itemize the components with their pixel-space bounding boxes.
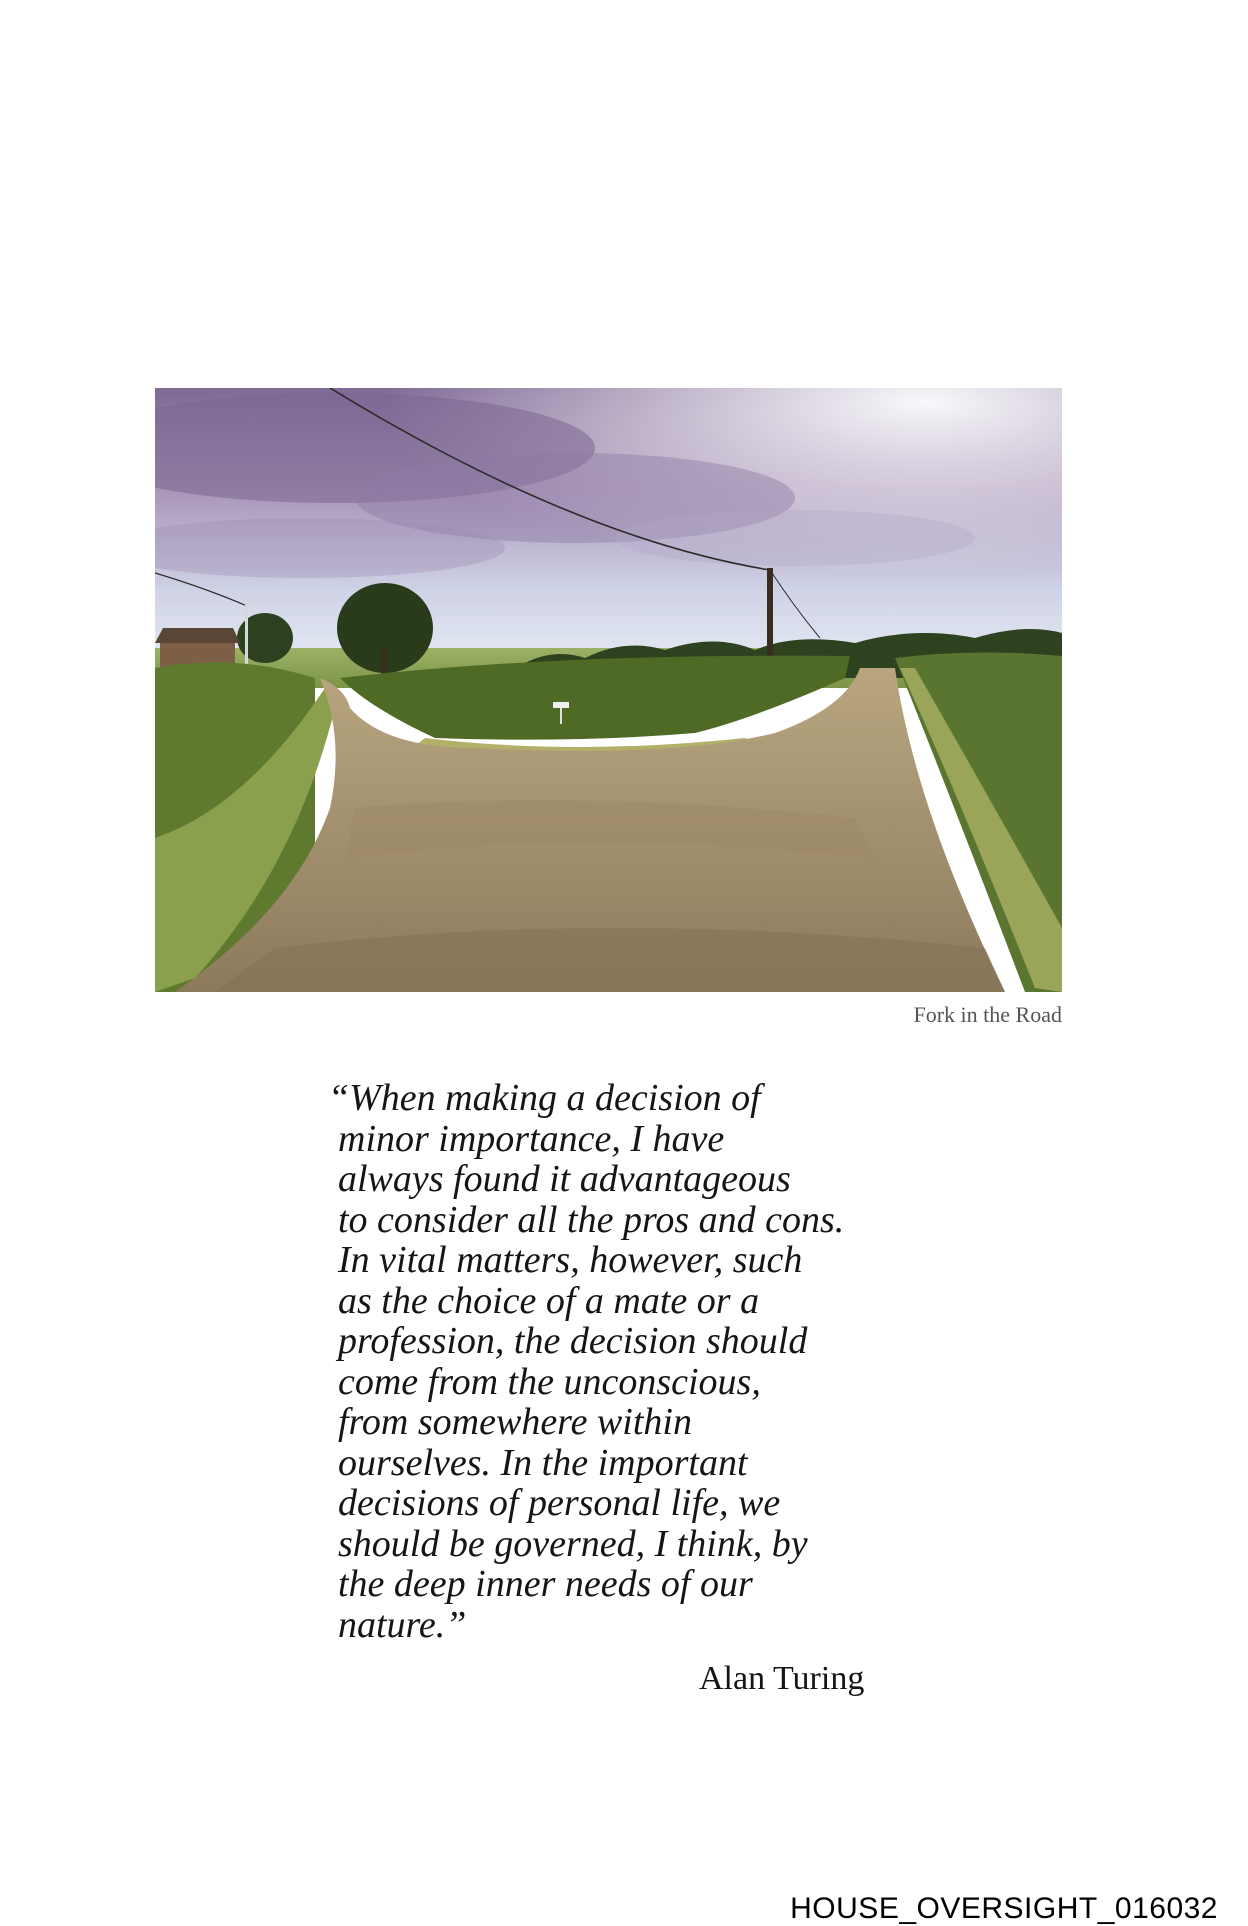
quote-line: nature.” — [338, 1603, 467, 1646]
quote-line: the deep inner needs of our — [338, 1563, 753, 1605]
quote-block — [328, 1077, 898, 1646]
quote-author: Alan Turing — [699, 1660, 865, 1697]
quote-line: minor importance, I have — [338, 1117, 725, 1160]
fork-in-the-road-photo — [155, 388, 1062, 992]
quote-line: In vital matters, however, such — [338, 1239, 803, 1281]
quote-line: decisions of personal life, we — [338, 1482, 781, 1524]
quote-line: to consider all the pros and cons. — [338, 1198, 845, 1241]
quote-line: as the choice of a mate or a — [338, 1279, 760, 1322]
quote-line: from somewhere within — [338, 1401, 692, 1443]
quote-line: always found it advantageous — [338, 1158, 791, 1200]
quote-line: profession, the decision should — [338, 1320, 808, 1362]
bates-stamp: HOUSE_OVERSIGHT_016032 — [790, 1892, 1218, 1925]
quote-line: come from the unconscious, — [338, 1360, 761, 1403]
quote-line: ourselves. In the important — [338, 1441, 748, 1484]
quote-line: “When making a decision of — [328, 1077, 761, 1119]
photo-caption: Fork in the Road — [913, 1002, 1062, 1027]
quote-line: should be governed, I think, by — [338, 1522, 808, 1565]
